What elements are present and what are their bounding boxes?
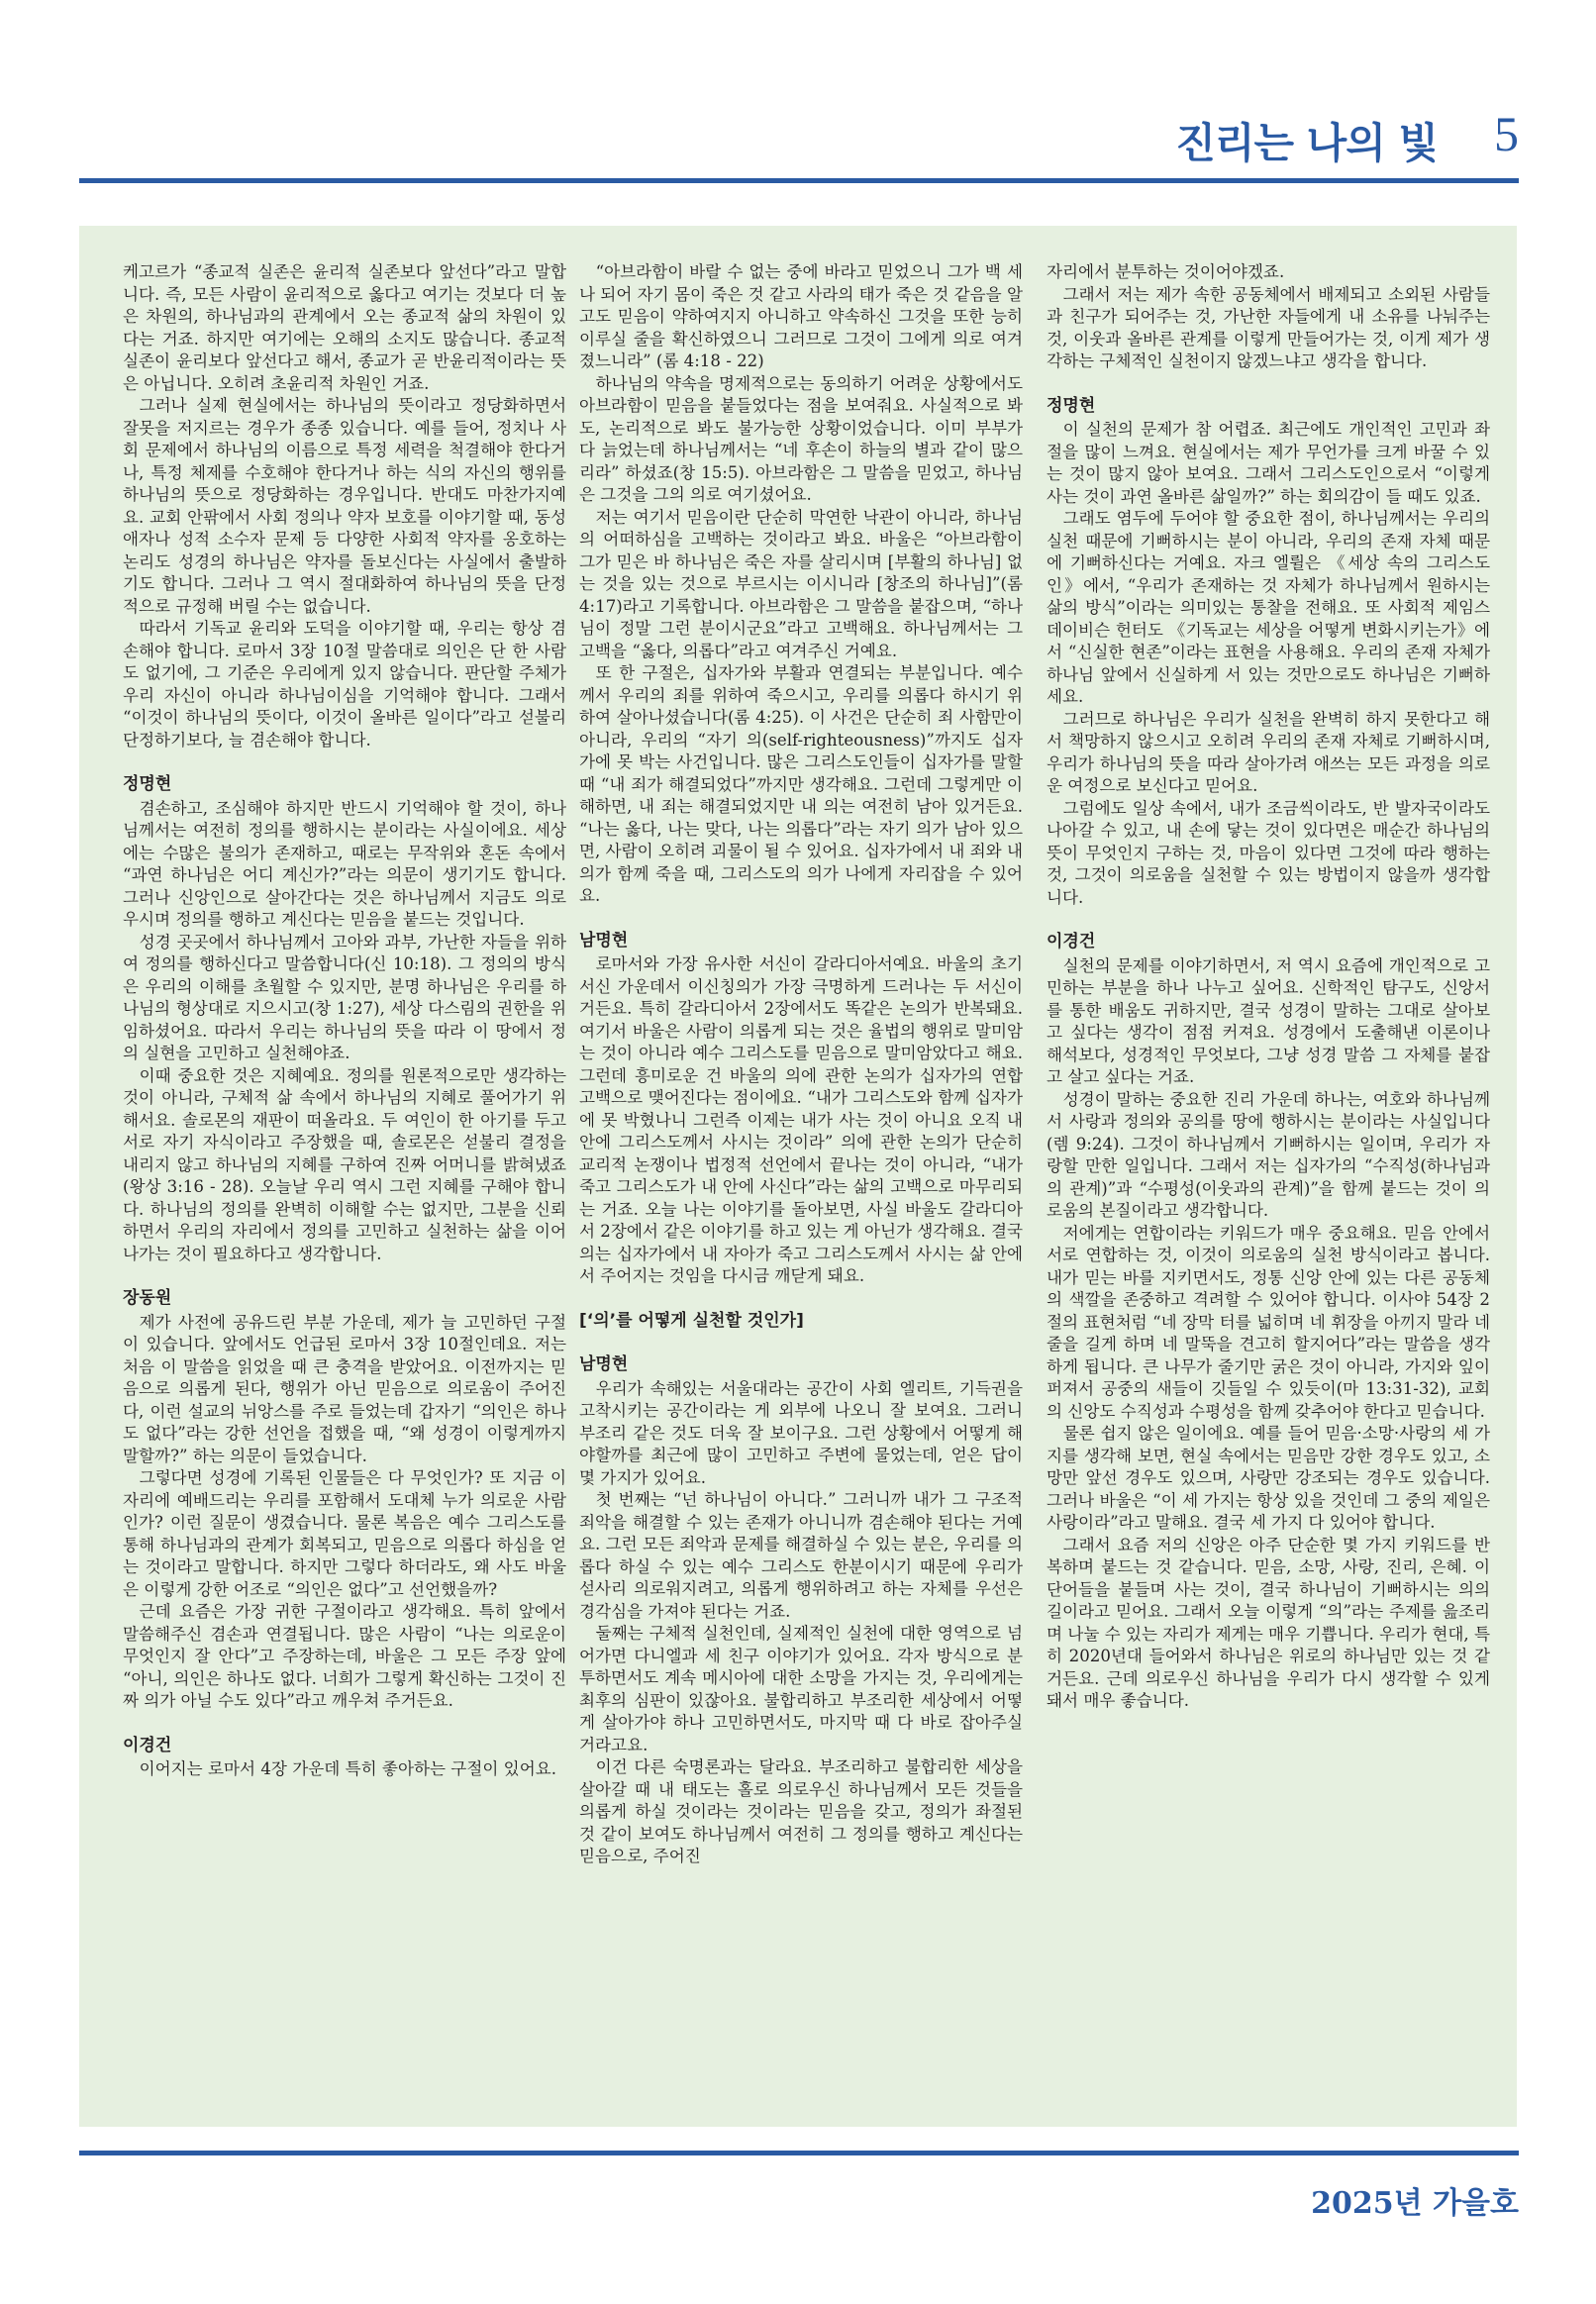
article-paragraph: 겸손하고, 조심해야 하지만 반드시 기억해야 할 것이, 하나님께서는 여전히 정의를 행하시는 분이라는 사실이에요. 세상에는 수많은 불의가 존재하고, 때로는 무작위와 혼돈 속에서 “과연 하나님은 어디 계신가?”라는 의문이 생기기도 합니다. 그러나 신앙인으로 살아간다는 것은 하나님께서 지금도 의로우시며 정의를 행하고 계신다는 믿음을 붙드는 것입니다. [123,798,566,929]
footer-rule [79,2151,1519,2155]
page-header-title: 진리는 나의 빛 [1175,119,1438,167]
text-column-3 [1047,261,1490,1713]
article-paragraph: 저는 여기서 믿음이란 단순히 막연한 낙관이 아니라, 하나님의 어떠하심을 고백하는 것이라고 봐요. 바울은 “아브라함이 그가 믿은 바 하나님은 죽은 자를 살리시며 [부활의 하나님] 없는 것을 있는 것으로 부르시는 이시니라 [창조의 하나님]”(롬 4:17)라고 기록합니다. 아브라함은 그 말씀을 붙잡으며, “하나님이 정말 그런 분이시군요”라고 고백해요. 하나님께서는 그 고백을 “옳다, 의롭다”라고 여겨주신 거예요. [579,507,1023,660]
speaker-name: 정명현 [1047,395,1096,416]
article-paragraph: 그러므로 하나님은 우리가 실천을 완벽히 하지 못한다고 해서 책망하지 않으시고 오히려 우리의 존재 자체로 기뻐하시며, 우리가 하나님의 뜻을 따라 살아가려 애쓰는 모든 과정을 의로운 여정으로 보신다고 믿어요. [1047,709,1490,795]
article-paragraph: 성경 곳곳에서 하나님께서 고아와 과부, 가난한 자들을 위하여 정의를 행하신다고 말씀합니다(신 10:18). 그 정의의 방식은 우리의 이해를 초월할 수 있지만, 분명 하나님은 우리를 하나님의 형상대로 지으시고(창 1:27), 세상 다스림의 권한을 위임하셨어요. 따라서 우리는 하나님의 뜻을 따라 이 땅에서 정의 실현을 고민하고 실천해야죠. [123,932,566,1062]
article-paragraph: 둘째는 구체적 실천인데, 실제적인 실천에 대한 영역으로 넘어가면 다니엘과 세 친구 이야기가 있어요. 각자 방식으로 분투하면서도 계속 메시아에 대한 소망을 가지는 것, 우리에게는 최후의 심판이 있잖아요. 불합리하고 부조리한 세상에서 어떻게 살아가야 하나 고민하면서도, 마지막 때 다 바로 잡아주실 거라고요. [579,1624,1023,1754]
header-rule [79,178,1519,183]
speaker-name: 남명현 [579,930,629,951]
article-paragraph: 따라서 기독교 윤리와 도덕을 이야기할 때, 우리는 항상 겸손해야 합니다. 로마서 3장 10절 말씀대로 의인은 단 한 사람도 없기에, 그 기준은 우리에게 있지 않습니다. 판단할 주체가 우리 자신이 아니라 하나님이심을 기억해야 합니다. 그래서 “이것이 하나님의 뜻이다, 이것이 올바른 일이다”라고 섣불리 단정하기보다, 늘 겸손해야 합니다. [123,619,566,750]
article-paragraph: 우리가 속해있는 서울대라는 공간이 사회 엘리트, 기득권을 고착시키는 공간이라는 게 외부에 나오니 잘 보여요. 그러니 부조리 같은 것도 더욱 잘 보이구요. 그런 상황에서 어떻게 해야할까를 최근에 많이 고민하고 주변에 물었는데, 얻은 답이 몇 가지가 있어요. [579,1378,1023,1487]
article-paragraph: 첫 번째는 “넌 하나님이 아니다.” 그러니까 내가 그 구조적 죄악을 해결할 수 있는 존재가 아니니까 겸손해야 된다는 거예요. 그런 모든 죄악과 문제를 해결하실 수 있는 분은, 우리를 의롭다 하실 수 있는 예수 그리스도 한분이시기 때문에 우리가 섣사리 의로워지려고, 의롭게 행위하려고 하는 자체를 우선은 경각심을 가져야 된다는 거죠. [579,1490,1024,1621]
article-paragraph: 저에게는 연합이라는 키워드가 매우 중요해요. 믿음 안에서 서로 연합하는 것, 이것이 의로움의 실천 방식이라고 봅니다. 내가 믿는 바를 지키면서도, 정통 신앙 안에 있는 다른 공동체의 색깔을 존중하고 격려할 수 있어야 합니다. 이사야 54장 2절의 표현처럼 “네 장막 터를 넓히며 네 휘장을 아끼지 말라 네 줄을 길게 하며 네 말뚝을 견고히 할지어다”라는 말씀을 생각하게 됩니다. 큰 나무가 줄기만 굵은 것이 아니라, 가지와 잎이 퍼져서 공중의 새들이 깃들일 수 있듯이(마 13:31-32), 교회의 신앙도 수직성과 수평성을 함께 갖추어야 한다고 믿습니다. [1047,1223,1490,1421]
article-paragraph: 이건 다른 숙명론과는 달라요. 부조리하고 불합리한 세상을 살아갈 때 내 태도는 홀로 의로우신 하나님께서 모든 것들을 의롭게 하실 것이라는 것이라는 믿음을 갖고, 정의가 좌절된 것 같이 보여도 하나님께서 여전히 그 정의를 행하고 계신다는 믿음으로, 주어진 [579,1757,1023,1865]
article-paragraph: 또 한 구절은, 십자가와 부활과 연결되는 부분입니다. 예수께서 우리의 죄를 위하여 죽으시고, 우리를 의롭다 하시기 위하여 살아나셨습니다(롬 4:25). 이 사건은 단순히 죄 사함만이 아니라, 우리의 “자기 의(self-righteousness)”까지도 십자가에 못 박는 사건입니다. 많은 그리스도인들이 십자가를 말할 때 “내 죄가 해결되었다”까지만 생각해요. 그런데 그렇게만 이해하면, 내 죄는 해결되었지만 내 의는 여전히 남아 있거든요. “나는 옳다, 나는 맞다, 나는 의롭다”라는 자기 의가 남아 있으면, 사람이 오히려 괴물이 될 수 있어요. 십자가에서 내 죄와 내 의가 함께 죽을 때, 그리스도의 의가 나에게 자리잡을 수 있어요. [579,663,1024,905]
speaker-name: 장동원 [123,1288,172,1308]
article-paragraph: 케고르가 “종교적 실존은 윤리적 실존보다 앞선다”라고 말합니다. 즉, 모든 사람이 윤리적으로 옳다고 여기는 것보다 더 높은 차원의, 하나님과의 관계에서 오는 종교적 삶의 차원이 있다는 거죠. 하지만 여기에는 오해의 소지도 많습니다. 종교적 실존이 윤리보다 앞선다고 해서, 종교가 곧 반윤리적이라는 뜻은 아닙니다. 오히려 초윤리적 차원인 거죠. [123,262,566,393]
article-paragraph: 그렇다면 성경에 기록된 인물들은 다 무엇인가? 또 지금 이 자리에 예배드리는 우리를 포함해서 도대체 누가 의로운 사람인가? 이런 질문이 생겼습니다. 물론 복음은 예수 그리스도를 통해 하나님과의 관계가 회복되고, 믿음으로 의롭다 하심을 얻는 것이라고 말합니다. 하지만 그렇다 하더라도, 왜 사도 바울은 이렇게 강한 어조로 “의인은 없다”고 선언했을까? [123,1468,566,1599]
edition-label: 2025년 가을호 [1311,2186,1519,2221]
page-number: 5 [1494,106,1519,161]
article-paragraph: 이어지는 로마서 4장 가운데 특히 좋아하는 구절이 있어요. [139,1759,557,1778]
article-paragraph: 그러나 실제 현실에서는 하나님의 뜻이라고 정당화하면서 잘못을 저지르는 경우가 종종 있습니다. 예를 들어, 정치나 사회 문제에서 하나님의 이름으로 특정 세력을 척결해야 한다거나, 특정 체제를 수호해야 한다거나 하는 식의 자신의 행위를 하나님의 뜻으로 정당화하는 경우입니다. 반대도 마찬가지예요. 교회 안팎에서 사회 정의나 약자 보호를 이야기할 때, 동성애자나 성적 소수자 문제 등 다양한 사회적 약자를 옹호하는 논리도 성경의 하나님은 약자를 돌보신다는 사실에서 출발하기도 합니다. 그러나 그 역시 절대화하여 하나님의 뜻을 단정적으로 규정해 버릴 수는 없습니다. [123,396,566,616]
article-paragraph: 자리에서 분투하는 것이어야겠죠. [1047,262,1285,281]
speaker-name: 남명현 [579,1354,629,1374]
article-paragraph: 하나님의 약속을 명제적으로는 동의하기 어려운 상황에서도 아브라함이 믿음을 붙들었다는 점을 보여줘요. 사실적으로 봐도, 논리적으로 봐도 불가능한 상황이었습니다. 이미 부부가 다 늙었는데 하나님께서는 “네 후손이 하늘의 별과 같이 많으리라” 하셨죠(창 15:5). 아브라함은 그 말씀을 믿었고, 하나님은 그것을 그의 의로 여기셨어요. [579,373,1023,504]
article-paragraph: 성경이 말하는 중요한 진리 가운데 하나는, 여호와 하나님께서 사랑과 정의와 공의를 땅에 행하시는 분이라는 사실입니다(렘 9:24). 그것이 하나님께서 기뻐하시는 일이며, 우리가 자랑할 만한 일입니다. 그래서 저는 십자가의 “수직성(하나님과의 관계)”과 “수평성(이웃과의 관계)”을 함께 붙드는 것이 의로움의 본질이라고 생각합니다. [1047,1089,1490,1220]
article-paragraph: 물론 쉽지 않은 일이에요. 예를 들어 믿음·소망·사랑의 세 가지를 생각해 보면, 현실 속에서는 믿음만 강한 경우도 있고, 소망만 앞선 경우도 있으며, 사랑만 강조되는 경우도 있습니다. 그러나 바울은 “이 세 가지는 항상 있을 것인데 그 중의 제일은 사랑이라”라고 말해요. 결국 세 가지 다 있어야 합니다. [1047,1424,1490,1532]
article-paragraph: 그럼에도 일상 속에서, 내가 조금씩이라도, 반 발자국이라도 나아갈 수 있고, 내 손에 닿는 것이 있다면은 매순간 하나님의 뜻이 무엇인지 구하는 것, 마음이 있다면 그것에 따라 행하는 것, 그것이 의로움을 실천할 수 있는 방법이지 않을까 생각합니다. [1047,798,1490,907]
article-paragraph: 그래서 저는 제가 속한 공동체에서 배제되고 소외된 사람들과 친구가 되어주는 것, 가난한 자들에게 내 소유를 나눠주는 것, 이웃과 올바른 관계를 이렇게 만들어가는 것, 이게 제가 생각하는 구체적인 실천이지 않겠느냐고 생각을 합니다. [1047,284,1490,370]
article-paragraph: 실천의 문제를 이야기하면서, 저 역시 요즘에 개인적으로 고민하는 부분을 하나 나누고 싶어요. 신학적인 탐구도, 신앙서를 통한 배움도 귀하지만, 결국 성경이 말하는 그대로 살아보고 싶다는 생각이 점점 커져요. 성경에서 도출해낸 이론이나 해석보다, 성경적인 무엇보다, 그냥 성경 말씀 그 자체를 붙잡고 살고 싶다는 거죠. [1047,955,1490,1086]
article-paragraph: 그래서 요즘 저의 신앙은 아주 단순한 몇 가지 키워드를 반복하며 붙드는 것 같습니다. 믿음, 소망, 사랑, 진리, 은혜. 이 단어들을 붙들며 사는 것이, 결국 하나님이 기뻐하시는 의의 길이라고 믿어요. 그래서 오늘 이렇게 “의”라는 주제를 읊조리며 나눌 수 있는 자리가 제게는 매우 기쁩니다. 우리가 현대, 특히 2020년대 들어와서 하나님은 위로의 하나님만 있는 것 같거든요. 근데 의로우신 하나님을 우리가 다시 생각할 수 있게 돼서 매우 좋습니다. [1047,1535,1491,1710]
article-paragraph: 제가 사전에 공유드린 부분 가운데, 제가 늘 고민하던 구절이 있습니다. 앞에서도 언급된 로마서 3장 10절인데요. 저는 처음 이 말씀을 읽었을 때 큰 충격을 받았어요. 이전까지는 믿음으로 의롭게 된다, 행위가 아닌 믿음으로 의로움이 주어진다, 이런 설교의 뉘앙스를 주로 들었는데 갑자기 “의인은 하나도 없다”라는 강한 선언을 접했을 때, “왜 성경이 이렇게까지 말할까?” 하는 의문이 들었습니다. [123,1312,566,1465]
speaker-name: 이경건 [1047,932,1096,952]
text-column-2 [579,261,1023,1868]
section-subheading: [‘의’를 어떻게 실천할 것인가] [579,1310,804,1331]
article-paragraph: 이때 중요한 것은 지혜예요. 정의를 원론적으로만 생각하는 것이 아니라, 구체적 삶 속에서 하나님의 지혜로 풀어가기 위해서요. 솔로몬의 재판이 떠올라요. 두 여인이 한 아기를 두고 서로 자기 자식이라고 주장했을 때, 솔로몬은 섣불리 결정을 내리지 않고 하나님의 지혜를 구하여 진짜 어머니를 밝혀냈죠(왕상 3:16 - 28). 오늘날 우리 역시 그런 지혜를 구해야 합니다. 하나님의 정의를 완벽히 이해할 수는 없지만, 그분을 신뢰하면서 우리의 자리에서 정의를 고민하고 실천하는 삶을 이어나가는 것이 필요하다고 생각합니다. [123,1065,566,1263]
article-paragraph: 근데 요즘은 가장 귀한 구절이라고 생각해요. 특히 앞에서 말씀해주신 겸손과 연결됩니다. 많은 사람이 “나는 의로운이 무엇인지 잘 안다”고 주장하는데, 바울은 그 모든 주장 앞에 “아니, 의인은 하나도 없다. 너희가 그렇게 확신하는 그것이 진짜 의가 아닐 수도 있다”라고 깨우쳐 주거든요. [123,1602,566,1710]
article-paragraph: 이 실천의 문제가 참 어렵죠. 최근에도 개인적인 고민과 좌절을 많이 느껴요. 현실에서는 제가 무언가를 크게 바꿀 수 있는 것이 많지 않아 보여요. 그래서 그리스도인으로서 “이렇게 사는 것이 과연 올바른 삶일까?” 하는 회의감이 들 때도 있죠. [1047,420,1490,506]
speaker-name: 정명현 [123,774,172,794]
speaker-name: 이경건 [123,1735,172,1755]
text-column-1 [123,261,566,1781]
article-paragraph: 로마서와 가장 유사한 서신이 갈라디아서예요. 바울의 초기 서신 가운데서 이신칭의가 가장 극명하게 드러나는 두 서신이거든요. 특히 갈라디아서 2장에서도 똑같은 논의가 반복돼요. 여기서 바울은 사람이 의롭게 되는 것은 율법의 행위로 말미암는 것이 아니라 예수 그리스도를 믿음으로 말미암았다고 해요. 그런데 흥미로운 건 바울의 의에 관한 논의가 십자가의 연합 고백으로 맺어진다는 점이에요. “내가 그리스도와 함께 십자가에 못 박혔나니 그런즉 이제는 내가 사는 것이 아니요 오직 내 안에 그리스도께서 사시는 것이라” 의에 관한 논의가 단순히 교리적 논쟁이나 법정적 선언에서 끝나는 것이 아니라, “내가 죽고 그리스도가 내 안에 사신다”라는 삶의 고백으로 마무리되는 거죠. 오늘 나는 이야기를 돌아보면, 사실 바울도 갈라디아서 2장에서 같은 이야기를 하고 있는 게 아닌가 생각해요. 결국 의는 십자가에서 내 자아가 죽고 그리스도께서 사시는 삶 안에서 주어지는 것임을 다시금 깨닫게 돼요. [579,954,1024,1285]
article-paragraph: 그래도 염두에 두어야 할 중요한 점이, 하나님께서는 우리의 실천 때문에 기뻐하시는 분이 아니라, 우리의 존재 자체 때문에 기뻐하신다는 거예요. 자크 엘륄은 《세상 속의 그리스도인》에서, “우리가 존재하는 것 자체가 하나님께서 원하시는 삶의 방식”이라는 의미있는 통찰을 전해요. 또 사회적 제임스 데이비슨 헌터도 《기독교는 세상을 어떻게 변화시키는가》에서 “신실한 현존”이라는 표현을 사용해요. 우리의 존재 자체가 하나님 앞에서 신실하게 서 있는 것만으로도 하나님은 기뻐하세요. [1047,509,1490,706]
article-paragraph: “아브라함이 바랄 수 없는 중에 바라고 믿었으니 그가 백 세나 되어 자기 몸이 죽은 것 같고 사라의 태가 죽은 것 같음을 알고도 믿음이 약하여지지 아니하고 약속하신 그것을 또한 능히 이루실 줄을 확신하였으니 그러므로 그것이 그에게 의로 여겨졌느니라” (롬 4:18 - 22) [579,262,1024,370]
